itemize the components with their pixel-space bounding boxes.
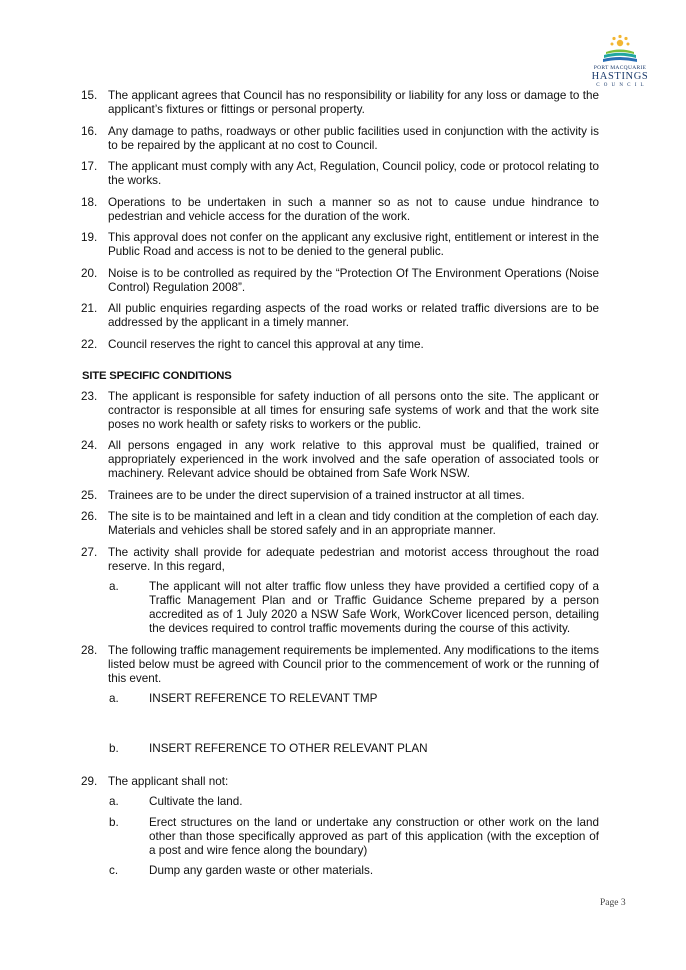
sub-text: Erect structures on the land or undertake any construction or other work on the land other than those specifically approved as part of this application (with the exception of a post and wire fence along the boundary) — [149, 815, 599, 857]
sub-text: Dump any garden waste or other materials. — [149, 864, 374, 877]
condition-text: The applicant shall not: — [108, 774, 229, 788]
page-number: Page 3 — [600, 898, 626, 908]
condition-number: 15. — [81, 89, 98, 102]
condition-21 — [81, 302, 599, 330]
condition-20 — [81, 267, 599, 295]
condition-number: 27. — [81, 545, 98, 559]
condition-25 — [81, 489, 599, 503]
sub-text: INSERT REFERENCE TO RELEVANT TMP — [149, 691, 378, 705]
condition-number: 23. — [81, 389, 98, 403]
sub-condition-29c — [81, 864, 599, 878]
condition-number: 22. — [81, 337, 98, 351]
condition-text: The site is to be maintained and left in a clean and tidy condition at the completion of each day. Materials and vehicles shall be stored safely and in an appropriate manner. — [108, 510, 599, 537]
sub-condition-28a — [81, 692, 599, 706]
sub-letter: a. — [109, 795, 119, 808]
condition-text: Any damage to paths, roadways or other public facilities used in conjunction with the activity is to be repaired by the applicant at no cost to Council. — [108, 124, 599, 152]
condition-text: The applicant agrees that Council has no responsibility or liability for any loss or damage to the applicant’s fixtures or fittings or personal property. — [108, 89, 599, 116]
document-body — [81, 89, 599, 886]
condition-text: Noise is to be controlled as required by the “Protection Of The Environment Operations (Noise Control) Regulation 2008”. — [108, 266, 599, 294]
condition-number: 19. — [81, 231, 98, 244]
condition-text: Operations to be undertaken in such a manner so as not to cause undue hindrance to pedestrian and vehicle access for the duration of the work. — [108, 195, 599, 223]
condition-number: 21. — [81, 302, 98, 315]
condition-text: Trainees are to be under the direct supervision of a trained instructor at all times. — [108, 488, 525, 502]
condition-text: The applicant must comply with any Act, Regulation, Council policy, code or protocol relating to the works. — [108, 160, 599, 187]
condition-24 — [81, 439, 599, 481]
condition-17 — [81, 160, 599, 188]
condition-text: The applicant is responsible for safety induction of all persons onto the site. The applicant or contractor is responsible at all times for ensuring safe systems of work and that the work site poses no work health or safety risks to workers or the public. — [108, 389, 599, 431]
condition-27 — [81, 546, 599, 637]
logo-line-1: PORT MACQUARIE — [593, 65, 647, 71]
condition-number: 20. — [81, 266, 98, 280]
section-heading: SITE SPECIFIC CONDITIONS — [82, 369, 232, 382]
sub-letter: b. — [109, 741, 119, 755]
condition-18 — [81, 196, 599, 224]
condition-26 — [81, 510, 599, 538]
sub-letter: b. — [109, 815, 119, 829]
logo-line-2: HASTINGS — [591, 71, 649, 82]
logo-line-3: COUNCIL — [596, 83, 648, 88]
sub-letter: a. — [109, 691, 119, 705]
sub-condition-29a — [81, 795, 599, 809]
condition-number: 26. — [81, 510, 98, 523]
sub-condition-29b — [81, 816, 599, 858]
condition-15 — [81, 89, 599, 117]
condition-number: 16. — [81, 124, 98, 138]
council-logo — [584, 34, 656, 90]
condition-number: 17. — [81, 160, 98, 173]
sub-condition-28b — [81, 742, 599, 756]
condition-28 — [81, 644, 599, 756]
condition-number: 25. — [81, 488, 98, 502]
condition-number: 18. — [81, 195, 98, 209]
condition-number: 24. — [81, 439, 98, 452]
sub-text: The applicant will not alter traffic flow unless they have provided a certified copy of a Traffic Management Plan and or Traffic Guidance Scheme prepared by a person accredited as of 1 July 2020 a NSW Safe Work, WorkCover licenced person, detailing the devices required to control traffic movements during the course of this activity. — [149, 580, 599, 635]
condition-text: This approval does not confer on the applicant any exclusive right, entitlement or interest in the Public Road and access is not to be denied to the general public. — [108, 231, 599, 258]
condition-text: The following traffic management requirements be implemented. Any modifications to the items listed below must be agreed with Council prior to the commencement of work or the running of this event. — [108, 643, 599, 685]
condition-number: 29. — [81, 774, 98, 788]
sub-condition-27a — [81, 580, 599, 636]
sub-text: INSERT REFERENCE TO OTHER RELEVANT PLAN — [149, 741, 428, 755]
condition-number: 28. — [81, 643, 98, 657]
condition-29 — [81, 775, 599, 879]
condition-16 — [81, 125, 599, 153]
condition-text: All public enquiries regarding aspects of the road works or related traffic diversions are to be addressed by the applicant in a timely manner. — [108, 302, 599, 329]
sub-letter: a. — [109, 580, 119, 593]
condition-22 — [81, 338, 599, 352]
sub-letter: c. — [109, 864, 119, 877]
condition-text: Council reserves the right to cancel this approval at any time. — [108, 337, 424, 351]
condition-text: All persons engaged in any work relative to this approval must be qualified, trained or appropriately experienced in the work involved and the safe operation of associated tools or machinery. Relevant advice should be obtained from Safe Work NSW. — [108, 439, 599, 480]
sub-text: Cultivate the land. — [149, 795, 243, 808]
condition-text: The activity shall provide for adequate pedestrian and motorist access throughout the road reserve. In this regard, — [108, 545, 599, 573]
condition-19 — [81, 231, 599, 259]
condition-23 — [81, 390, 599, 432]
council-emblem-icon — [600, 34, 640, 64]
